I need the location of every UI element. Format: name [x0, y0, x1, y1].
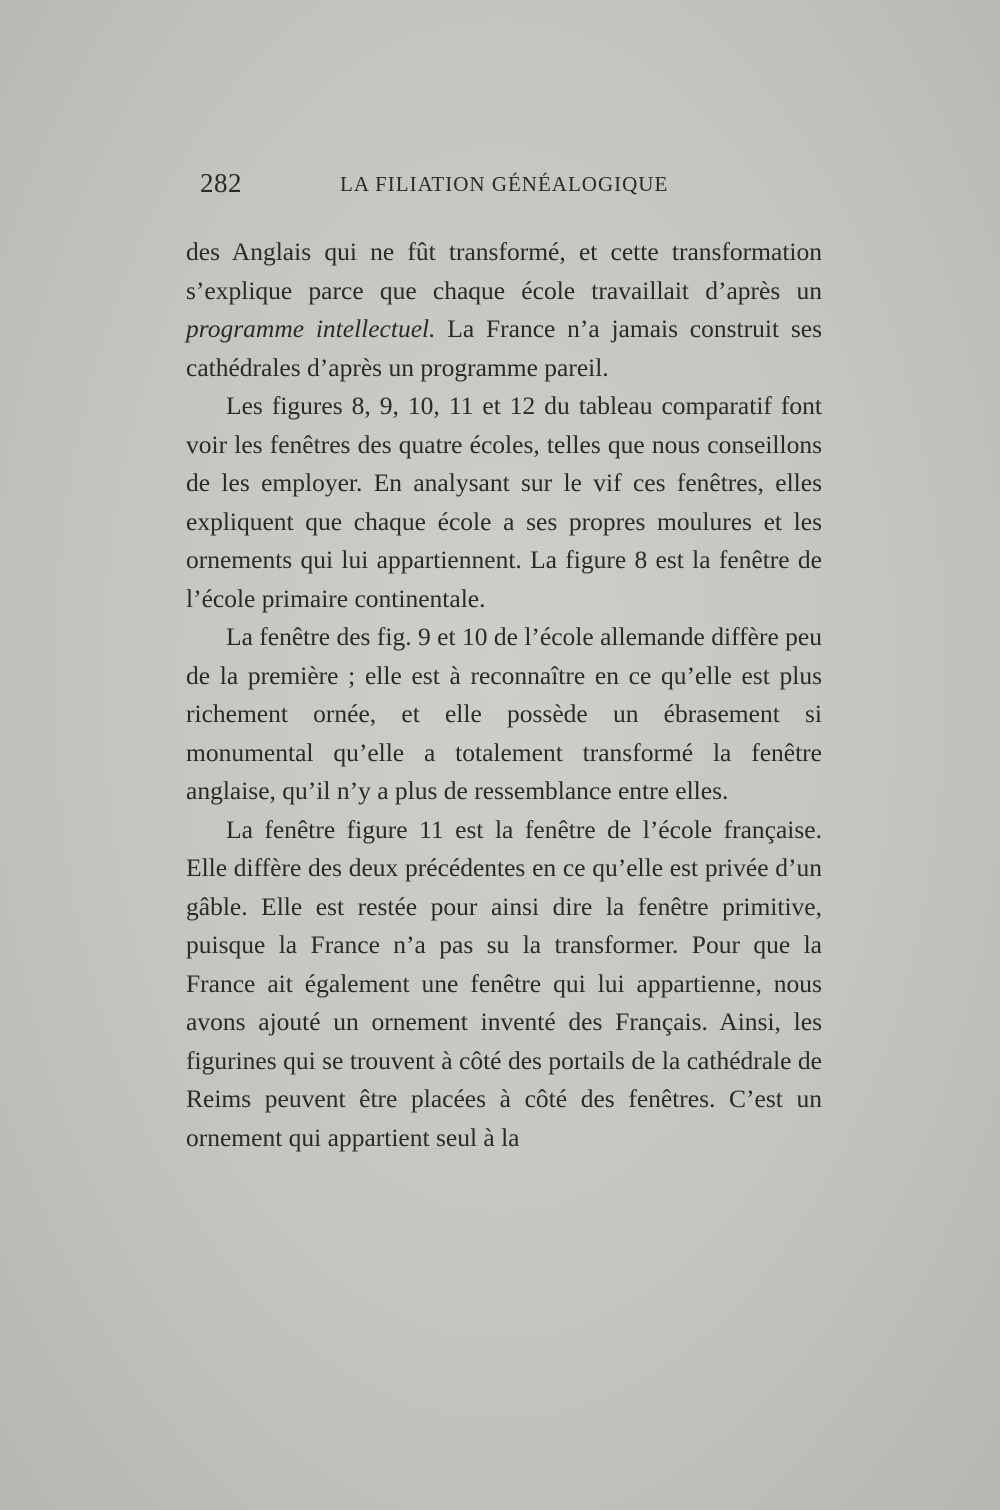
running-head: LA FILIATION GÉNÉALOGIQUE: [340, 172, 669, 196]
paragraph-1: [186, 233, 822, 387]
paragraph-1-text-end: La France n’a jamais construit ses cathédrales d’après un programme pareil.: [186, 314, 822, 382]
paragraph-2: Les figures 8, 9, 10, 11 et 12 du tableau comparatif font voir les fenêtres des quatre écoles, telles que nous conseillons de les employer. En analysant sur le vif ces fenêtres, elles expliquent que chaque école a ses propres moulures et les ornements qui lui appartiennent. La figure 8 est la fenêtre de l’école primaire continentale.: [186, 391, 822, 613]
italic-phrase: programme intellectuel.: [186, 314, 436, 343]
body-text: [186, 233, 822, 1152]
page-number: 282: [200, 168, 242, 198]
paragraph-1-text: des Anglais qui ne fût transformé, et cette transformation s’explique parce que chaque école travaillait d’après un: [186, 237, 822, 305]
page-header: [200, 168, 820, 208]
paragraph-3: La fenêtre des fig. 9 et 10 de l’école allemande diffère peu de la première ; elle est à reconnaître en ce qu’elle est plus richement ornée, et elle possède un ébrasement si monumental qu’elle a totalement transformé la fenêtre anglaise, qu’il n’y a plus de ressemblance entre elles.: [186, 622, 822, 805]
paragraph-4: La fenêtre figure 11 est la fenêtre de l’école française. Elle diffère des deux précédentes en ce qu’elle est privée d’un gâble. Elle est restée pour ainsi dire la fenêtre primitive, puisque la France n’a pas su la transformer. Pour que la France ait également une fenêtre qui lui appartienne, nous avons ajouté un ornement inventé des Français. Ainsi, les figurines qui se trouvent à côté des portails de la cathédrale de Reims peuvent être placées à côté des fenêtres. C’est un ornement qui appartient seul à la: [186, 814, 822, 1152]
